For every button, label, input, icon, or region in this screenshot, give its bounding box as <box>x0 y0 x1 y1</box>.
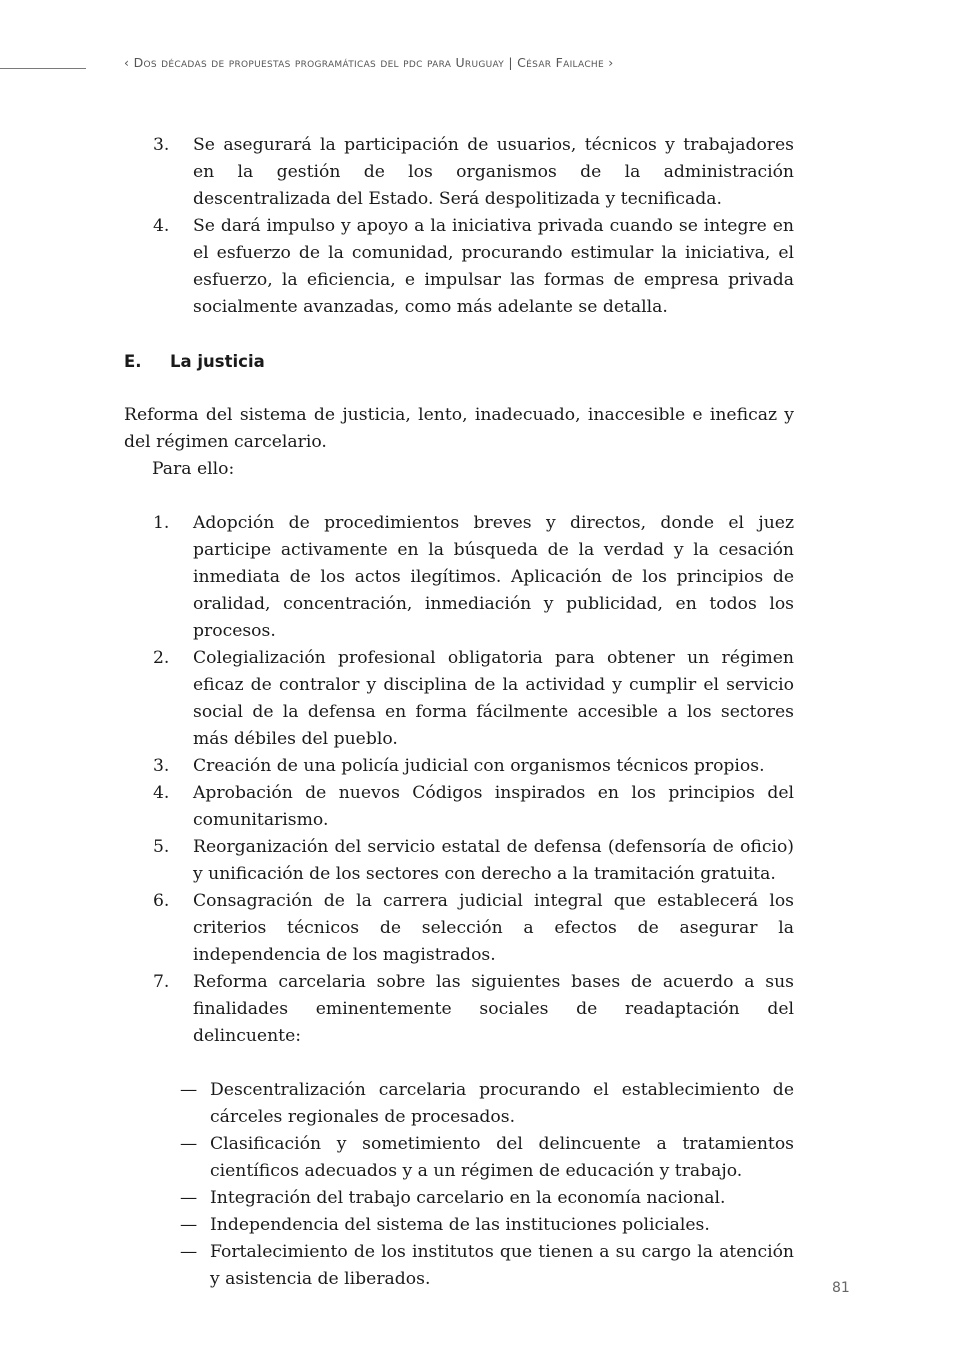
page-content <box>124 132 794 1293</box>
item-text: Creación de una policía judicial con organismos técnicos propios. <box>193 756 765 776</box>
justice-list <box>124 510 794 1050</box>
intro-lead: Para ello: <box>152 459 235 479</box>
item-number: 4. <box>153 216 170 236</box>
item-text: Aprobación de nuevos Códigos inspirados en los principios del comunitarismo. <box>193 783 794 830</box>
list-item <box>124 1239 794 1293</box>
list-item <box>124 780 794 834</box>
list-item <box>124 969 794 1050</box>
spacer <box>124 483 794 510</box>
dash-bullet: — <box>180 1188 198 1208</box>
item-text: Adopción de procedimientos breves y directos, donde el juez participe activamente en la búsqueda de la verdad y la cesación inmediata de los actos ilegítimos. Aplicación de los principios de oralidad, concentración, inmediación y publicidad, en todos los procesos. <box>193 513 794 641</box>
item-text: Descentralización carcelaria procurando el establecimiento de cárceles regionales de procesados. <box>210 1080 794 1127</box>
item-text: Independencia del sistema de las instituciones policiales. <box>210 1215 710 1235</box>
item-text: Consagración de la carrera judicial integral que establecerá los criterios técnicos de selección a efectos de asegurar la independencia de los magistrados. <box>193 891 794 965</box>
list-item <box>124 1077 794 1131</box>
item-number: 5. <box>153 837 170 857</box>
dash-bullet: — <box>180 1134 198 1154</box>
item-number: 3. <box>153 756 170 776</box>
top-list <box>124 132 794 321</box>
item-text: Se dará impulso y apoyo a la iniciativa privada cuando se integre en el esfuerzo de la comunidad, procurando estimular la iniciativa, el esfuerzo, la eficiencia, e impulsar las formas de empresa privada socialmente avanzadas, como más adelante se detalla. <box>193 216 794 317</box>
item-text: Se asegurará la participación de usuarios, técnicos y trabajadores en la gestión de los organismos de la administración descentralizada del Estado. Será despolitizada y tecnificada. <box>193 135 794 209</box>
item-number: 1. <box>153 513 170 533</box>
list-item <box>124 1131 794 1185</box>
dash-bullet: — <box>180 1215 198 1235</box>
list-item <box>124 753 794 780</box>
list-item <box>124 510 794 645</box>
list-item <box>124 645 794 753</box>
item-text: Colegialización profesional obligatoria para obtener un régimen eficaz de contralor y disciplina de la actividad y cumplir el servicio social de la defensa en forma fácilmente accesible a los sectores más débiles del pueblo. <box>193 648 794 749</box>
item-text: Integración del trabajo carcelario en la economía nacional. <box>210 1188 726 1208</box>
item-text: Fortalecimiento de los institutos que tienen a su cargo la atención y asistencia de liberados. <box>210 1242 794 1289</box>
spacer <box>124 1050 794 1077</box>
list-item <box>124 834 794 888</box>
section-heading <box>124 348 794 375</box>
header-rule <box>0 68 86 69</box>
item-number: 4. <box>153 783 170 803</box>
item-text: Reorganización del servicio estatal de defensa (defensoría de oficio) y unificación de los sectores con derecho a la tramitación gratuita. <box>193 837 794 884</box>
section-title: La justicia <box>170 352 265 371</box>
dash-bullet: — <box>180 1080 198 1100</box>
prison-reform-list <box>124 1077 794 1293</box>
item-number: 3. <box>153 135 170 155</box>
list-item <box>124 1185 794 1212</box>
running-header: ‹ Dos décadas de propuestas programáticas del pdc para Uruguay | César Failache › <box>124 55 614 70</box>
list-item <box>124 1212 794 1239</box>
item-number: 7. <box>153 972 170 992</box>
list-item <box>124 132 794 213</box>
list-item <box>124 213 794 321</box>
section-letter: E. <box>124 352 142 371</box>
item-number: 6. <box>153 891 170 911</box>
page-number: 81 <box>832 1280 850 1296</box>
list-item <box>124 888 794 969</box>
item-number: 2. <box>153 648 170 668</box>
item-text: Reforma carcelaria sobre las siguientes bases de acuerdo a sus finalidades eminentemente sociales de readaptación del delincuente: <box>193 972 794 1046</box>
item-text: Clasificación y sometimiento del delincuente a tratamientos científicos adecuados y a un régimen de educación y trabajo. <box>210 1134 794 1181</box>
intro-paragraph: Reforma del sistema de justicia, lento, inadecuado, inaccesible e ineficaz y del régimen carcelario. <box>124 405 794 452</box>
dash-bullet: — <box>180 1242 198 1262</box>
